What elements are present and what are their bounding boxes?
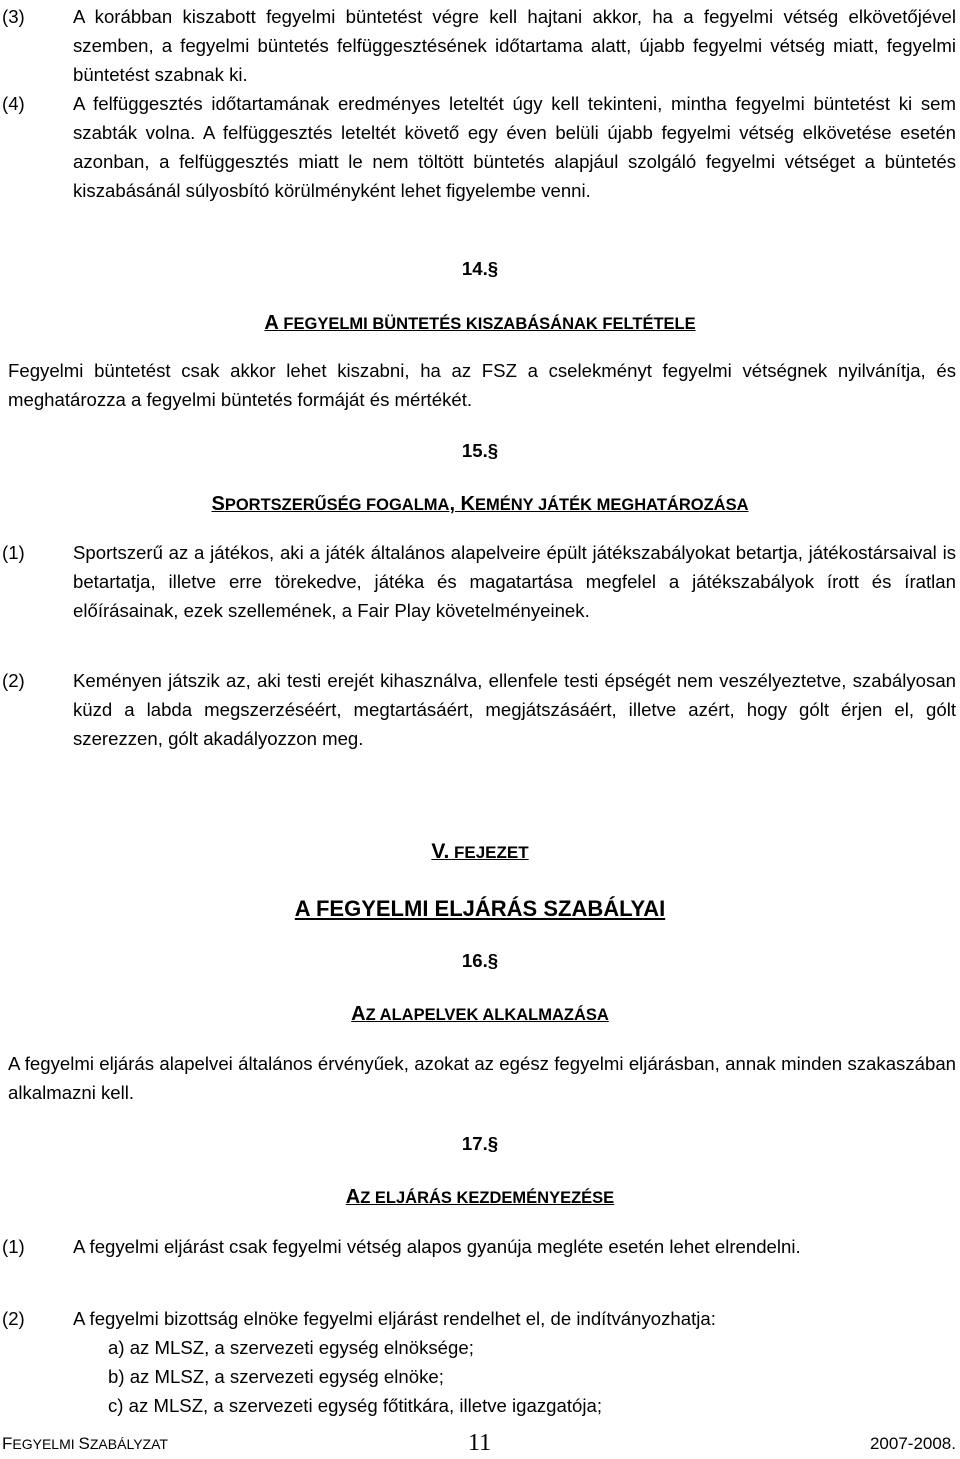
section-symbol: § (487, 950, 499, 971)
footer-word: ZABÁLYZAT (89, 1436, 168, 1452)
title-comma: , (449, 493, 455, 515)
paragraph-text-part2: A felfüggesztés leteltét követő egy éven belüli újabb fegyelmi vétség elkövetése esetén azonban, a felfüggesztés miatt le nem töltött büntetés alapjául szolgáló fegyelmi vétséget a büntetés kiszabásánál súlyosbító körülményként lehet figyelembe venni. (73, 122, 957, 201)
page-number: 11 (468, 1430, 492, 1456)
section-16-title (0, 1003, 960, 1026)
footer-season: 2007-2008. (869, 1434, 956, 1453)
footer-document-title (2, 1434, 168, 1454)
chapter-number: V. (431, 840, 450, 863)
title-rest: Z ELJÁRÁS KEZDEMÉNYEZÉSE (360, 1189, 615, 1207)
paragraph-text: A fegyelmi bizottság elnöke fegyelmi eljárást rendelhet el, de indítványozhatja: (73, 1308, 716, 1329)
title-rest: PORTSZERŰSÉG FOGALMA (224, 496, 450, 514)
list-item-b: b) az MLSZ, a szervezeti egység elnöke; (108, 1366, 444, 1387)
paragraph-text: Keményen játszik az, aki testi erejét kihasználva, ellenfele testi épségét nem veszélyeztetve, szabályosan küzd a labda megszerzéséért, megtartásáért, megjátszásáért, illetve azért, hogy gólt érjen el, gólt szerezzen, gólt akadályozzon meg. (73, 670, 956, 749)
footer-initial: S (78, 1434, 90, 1453)
title-rest: EMÉNY JÁTÉK MEGHATÁROZÁSA (475, 496, 749, 514)
section-number: 16. (461, 950, 488, 971)
section-number: 17. (461, 1133, 488, 1154)
title-rest: Z ALAPELVEK ALKALMAZÁSA (365, 1006, 609, 1024)
section-14-number (0, 258, 960, 280)
page-footer (0, 1432, 960, 1456)
paragraph-number: (1) (2, 542, 25, 563)
section-number: 14. (461, 258, 488, 279)
paragraph-text: A korábban kiszabott fegyelmi büntetést végre kell hajtani akkor, ha a fegyelmi vétség elkövetőjével szemben, a fegyelmi büntetés felfüggesztésének időtartama alatt, újabb fegyelmi vétség miatt, fegyelmi büntetést szabnak ki. (73, 6, 956, 85)
chapter-heading (0, 840, 960, 864)
section-symbol: § (487, 440, 499, 461)
paragraph-number: (2) (2, 670, 25, 691)
section-14-text: Fegyelmi büntetést csak akkor lehet kiszabni, ha az FSZ a cselekményt fegyelmi vétségnek nyilvánítja, és meghatározza a fegyelmi büntetés formáját és mértékét. (8, 360, 956, 410)
paragraph-text: A fegyelmi eljárást csak fegyelmi vétség alapos gyanúja megléte esetén lehet elrendelni. (73, 1236, 801, 1257)
title-initial: A (345, 1186, 361, 1208)
section-17-title (0, 1186, 960, 1209)
section-symbol: § (487, 258, 499, 279)
footer-word: EGYELMI (12, 1436, 79, 1452)
paragraph-number: (3) (2, 6, 25, 27)
paragraph-text (73, 89, 956, 205)
title-initial: K (455, 493, 475, 515)
paragraph-number: (2) (2, 1308, 25, 1329)
section-16-text: A fegyelmi eljárás alapelvei általános érvényűek, azokat az egész fegyelmi eljárásban, annak minden szakaszában alkalmazni kell. (8, 1053, 956, 1103)
footer-initial: F (2, 1434, 13, 1453)
section-14-title (0, 312, 960, 335)
section-17-number (0, 1133, 960, 1155)
title-initial: S (211, 493, 225, 515)
title-rest: FEGYELMI BÜNTETÉS KISZABÁSÁNAK FELTÉTELE (278, 315, 696, 333)
title-initial: A (351, 1003, 366, 1025)
list-item-c: c) az MLSZ, a szervezeti egység főtitkára, illetve igazgatója; (108, 1395, 602, 1416)
section-16-number (0, 950, 960, 972)
section-15-number (0, 440, 960, 462)
title-initial: A (264, 312, 279, 334)
section-symbol: § (487, 1133, 499, 1154)
list-item-a: a) az MLSZ, a szervezeti egység elnöksége; (108, 1337, 474, 1358)
paragraph-number: (4) (2, 93, 25, 114)
chapter-label: FEJEZET (449, 843, 529, 862)
paragraph-text-part1: A felfüggesztés időtartamának eredményes leteltét úgy kell tekinteni, mintha fegyelmi büntetést ki sem szabták volna. (73, 93, 956, 143)
paragraph-number: (1) (2, 1236, 25, 1257)
section-number: 15. (461, 440, 488, 461)
paragraph-text: Sportszerű az a játékos, aki a játék általános alapelveire épült játékszabályokat betartja, játékostársaival is betartatja, illetve erre törekedve, játéka és magatartása megfelel a játékszabályok írott és íratlan előírásainak, ezek szellemének, a Fair Play követelményeinek. (73, 542, 956, 621)
chapter-title: A FEGYELMI ELJÁRÁS SZABÁLYAI (294, 896, 666, 921)
section-15-title (0, 493, 960, 516)
